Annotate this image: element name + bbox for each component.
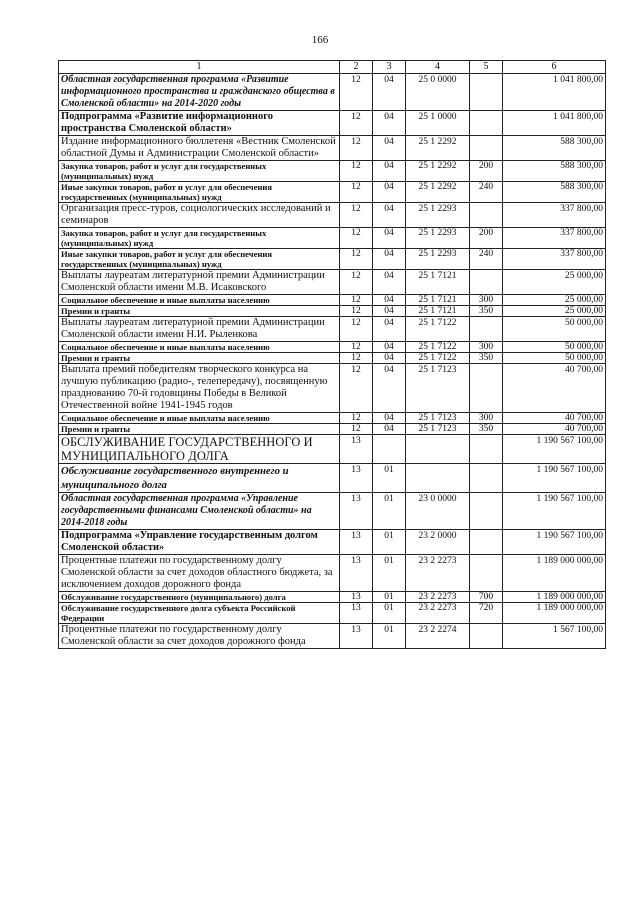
row-subsection: 01	[373, 603, 406, 624]
row-section: 13	[340, 592, 373, 603]
row-amount: 25 000,00	[503, 295, 606, 306]
row-section: 12	[340, 306, 373, 317]
row-expense-type: 200	[470, 161, 503, 182]
row-name: Организация пресс-туров, социологических исследований и семинаров	[59, 203, 340, 228]
row-amount: 40 700,00	[503, 413, 606, 424]
table-row	[59, 342, 606, 353]
row-name: Обслуживание государственного (муниципального) долга	[59, 592, 340, 603]
row-expense-type: 300	[470, 295, 503, 306]
row-section: 12	[340, 136, 373, 161]
row-expense-type	[470, 317, 503, 342]
row-subsection: 04	[373, 270, 406, 295]
row-section: 12	[340, 270, 373, 295]
row-name: Обслуживание государственного внутреннего и муниципального долга	[59, 464, 340, 493]
row-target-code	[406, 435, 470, 464]
row-subsection: 04	[373, 306, 406, 317]
row-amount: 337 800,00	[503, 228, 606, 249]
row-amount: 25 000,00	[503, 270, 606, 295]
row-section: 12	[340, 295, 373, 306]
row-subsection: 01	[373, 493, 406, 530]
row-subsection	[373, 435, 406, 464]
table-row	[59, 228, 606, 249]
row-name: Закупка товаров, работ и услуг для государственных (муниципальных) нужд	[59, 161, 340, 182]
row-expense-type: 350	[470, 306, 503, 317]
row-subsection: 04	[373, 161, 406, 182]
row-amount: 1 190 567 100,00	[503, 493, 606, 530]
header-row	[59, 61, 606, 74]
row-expense-type: 300	[470, 342, 503, 353]
row-name: Выплаты лауреатам литературной премии Администрации Смоленской области имени Н.И. Рыленкова	[59, 317, 340, 342]
table-row	[59, 182, 606, 203]
row-target-code: 25 0 0000	[406, 74, 470, 111]
row-subsection: 04	[373, 364, 406, 413]
row-subsection: 01	[373, 592, 406, 603]
budget-table	[58, 60, 606, 649]
page-number: 166	[311, 34, 329, 46]
row-section: 13	[340, 464, 373, 493]
row-target-code: 23 2 2274	[406, 624, 470, 649]
row-name: Иные закупки товаров, работ и услуг для обеспечения государственных (муниципальных) нужд	[59, 249, 340, 270]
row-target-code: 23 2 2273	[406, 592, 470, 603]
row-subsection: 04	[373, 295, 406, 306]
row-target-code: 25 1 7121	[406, 295, 470, 306]
row-amount: 50 000,00	[503, 353, 606, 364]
row-subsection: 04	[373, 424, 406, 435]
table-row	[59, 624, 606, 649]
row-section: 12	[340, 228, 373, 249]
table-row	[59, 317, 606, 342]
row-target-code: 25 1 7123	[406, 413, 470, 424]
row-name: Премии и гранты	[59, 424, 340, 435]
row-subsection: 04	[373, 136, 406, 161]
row-name: Издание информационного бюллетеня «Вестник Смоленской областной Думы и Администрации Смоленской области»	[59, 136, 340, 161]
row-section: 12	[340, 203, 373, 228]
row-target-code: 25 1 2292	[406, 182, 470, 203]
row-section: 12	[340, 424, 373, 435]
row-subsection: 01	[373, 530, 406, 555]
header-cell: 3	[373, 61, 406, 74]
row-expense-type	[470, 74, 503, 111]
row-name: ОБСЛУЖИВАНИЕ ГОСУДАРСТВЕННОГО И МУНИЦИПАЛЬНОГО ДОЛГА	[59, 435, 340, 464]
row-target-code: 25 1 2292	[406, 161, 470, 182]
row-section: 12	[340, 413, 373, 424]
table-row	[59, 530, 606, 555]
row-name: Выплаты лауреатам литературной премии Администрации Смоленской области имени М.В. Исаковского	[59, 270, 340, 295]
row-target-code	[406, 464, 470, 493]
row-amount: 1 189 000 000,00	[503, 592, 606, 603]
row-section: 12	[340, 182, 373, 203]
row-name: Иные закупки товаров, работ и услуг для обеспечения государственных (муниципальных) нужд	[59, 182, 340, 203]
table-row	[59, 435, 606, 464]
row-subsection: 04	[373, 74, 406, 111]
table-row	[59, 493, 606, 530]
row-amount: 588 300,00	[503, 161, 606, 182]
row-expense-type: 300	[470, 413, 503, 424]
row-amount: 50 000,00	[503, 342, 606, 353]
row-section: 13	[340, 435, 373, 464]
table-row	[59, 306, 606, 317]
table-row	[59, 295, 606, 306]
row-name: Областная государственная программа «Управление государственными финансами Смоленской области» на 2014-2018 годы	[59, 493, 340, 530]
row-section: 12	[340, 317, 373, 342]
row-subsection: 04	[373, 342, 406, 353]
row-name: Подпрограмма «Управление государственным долгом Смоленской области»	[59, 530, 340, 555]
row-amount: 40 700,00	[503, 364, 606, 413]
table-row	[59, 270, 606, 295]
row-target-code: 25 1 7123	[406, 364, 470, 413]
row-section: 12	[340, 161, 373, 182]
row-target-code: 25 1 7122	[406, 317, 470, 342]
row-target-code: 23 2 0000	[406, 530, 470, 555]
header-cell: 2	[340, 61, 373, 74]
row-target-code: 25 1 7121	[406, 306, 470, 317]
table-row	[59, 136, 606, 161]
row-name: Областная государственная программа «Развитие информационного пространства и гражданского общества в Смоленской области» на 2014-2020 годы	[59, 74, 340, 111]
row-section: 12	[340, 74, 373, 111]
row-expense-type	[470, 435, 503, 464]
row-name: Обслуживание государственного долга субъекта Российской Федерации	[59, 603, 340, 624]
row-expense-type	[470, 270, 503, 295]
row-subsection: 04	[373, 317, 406, 342]
row-expense-type: 240	[470, 249, 503, 270]
row-expense-type	[470, 111, 503, 136]
row-subsection: 04	[373, 111, 406, 136]
row-amount: 1 190 567 100,00	[503, 435, 606, 464]
row-name: Подпрограмма «Развитие информационного пространства Смоленской области»	[59, 111, 340, 136]
row-target-code: 25 1 2292	[406, 136, 470, 161]
table-row	[59, 464, 606, 493]
row-expense-type	[470, 555, 503, 592]
row-section: 12	[340, 364, 373, 413]
row-name: Процентные платежи по государственному долгу Смоленской области за счет доходов дорожного фонда	[59, 624, 340, 649]
row-section: 12	[340, 111, 373, 136]
row-target-code: 23 0 0000	[406, 493, 470, 530]
row-expense-type: 350	[470, 424, 503, 435]
table-row	[59, 74, 606, 111]
table-row	[59, 364, 606, 413]
row-name: Социальное обеспечение и иные выплаты населению	[59, 295, 340, 306]
row-expense-type	[470, 364, 503, 413]
table-row	[59, 603, 606, 624]
header-cell: 5	[470, 61, 503, 74]
row-expense-type: 240	[470, 182, 503, 203]
row-amount: 1 190 567 100,00	[503, 530, 606, 555]
row-section: 12	[340, 342, 373, 353]
row-expense-type	[470, 624, 503, 649]
row-amount: 50 000,00	[503, 317, 606, 342]
row-amount: 1 189 000 000,00	[503, 603, 606, 624]
table-row	[59, 161, 606, 182]
row-section: 12	[340, 249, 373, 270]
row-expense-type: 700	[470, 592, 503, 603]
row-section: 13	[340, 493, 373, 530]
row-expense-type: 350	[470, 353, 503, 364]
header-cell: 1	[59, 61, 340, 74]
row-expense-type	[470, 464, 503, 493]
table-row	[59, 203, 606, 228]
row-section: 13	[340, 530, 373, 555]
row-amount: 337 800,00	[503, 249, 606, 270]
table-row	[59, 111, 606, 136]
row-amount: 25 000,00	[503, 306, 606, 317]
row-subsection: 01	[373, 624, 406, 649]
row-expense-type	[470, 493, 503, 530]
row-amount: 588 300,00	[503, 136, 606, 161]
row-name: Выплата премий победителям творческого конкурса на лучшую публикацию (радио-, телепередачу), посвященную празднованию 70-й годовщины Победы в Великой Отечественной войне 1941-1945 годов	[59, 364, 340, 413]
row-expense-type	[470, 136, 503, 161]
header-cell: 4	[406, 61, 470, 74]
table-row	[59, 249, 606, 270]
row-target-code: 25 1 7121	[406, 270, 470, 295]
row-subsection: 04	[373, 228, 406, 249]
table-row	[59, 424, 606, 435]
row-expense-type	[470, 530, 503, 555]
table-row	[59, 592, 606, 603]
row-amount: 40 700,00	[503, 424, 606, 435]
row-section: 13	[340, 555, 373, 592]
row-subsection: 04	[373, 413, 406, 424]
row-subsection: 01	[373, 464, 406, 493]
row-name: Премии и гранты	[59, 353, 340, 364]
row-target-code: 23 2 2273	[406, 603, 470, 624]
row-section: 13	[340, 624, 373, 649]
row-name: Премии и гранты	[59, 306, 340, 317]
row-section: 12	[340, 353, 373, 364]
row-target-code: 25 1 0000	[406, 111, 470, 136]
row-subsection: 04	[373, 353, 406, 364]
row-amount: 588 300,00	[503, 182, 606, 203]
row-target-code: 25 1 2293	[406, 203, 470, 228]
row-amount: 1 041 800,00	[503, 111, 606, 136]
row-amount: 1 041 800,00	[503, 74, 606, 111]
table-body	[59, 74, 606, 649]
row-expense-type	[470, 203, 503, 228]
row-name: Социальное обеспечение и иные выплаты населению	[59, 342, 340, 353]
row-amount: 1 189 000 000,00	[503, 555, 606, 592]
row-subsection: 04	[373, 203, 406, 228]
row-section: 13	[340, 603, 373, 624]
row-subsection: 04	[373, 249, 406, 270]
row-target-code: 23 2 2273	[406, 555, 470, 592]
row-name: Социальное обеспечение и иные выплаты населению	[59, 413, 340, 424]
row-subsection: 01	[373, 555, 406, 592]
row-expense-type: 720	[470, 603, 503, 624]
row-target-code: 25 1 7122	[406, 353, 470, 364]
row-amount: 337 800,00	[503, 203, 606, 228]
row-name: Процентные платежи по государственному долгу Смоленской области за счет доходов областного бюджета, за исключением доходов дорожного фонда	[59, 555, 340, 592]
header-cell: 6	[503, 61, 606, 74]
table-row	[59, 413, 606, 424]
row-amount: 1 567 100,00	[503, 624, 606, 649]
row-target-code: 25 1 2293	[406, 228, 470, 249]
row-target-code: 25 1 7122	[406, 342, 470, 353]
row-target-code: 25 1 7123	[406, 424, 470, 435]
row-expense-type: 200	[470, 228, 503, 249]
row-name: Закупка товаров, работ и услуг для государственных (муниципальных) нужд	[59, 228, 340, 249]
row-amount: 1 190 567 100,00	[503, 464, 606, 493]
table-row	[59, 555, 606, 592]
row-subsection: 04	[373, 182, 406, 203]
table-row	[59, 353, 606, 364]
row-target-code: 25 1 2293	[406, 249, 470, 270]
